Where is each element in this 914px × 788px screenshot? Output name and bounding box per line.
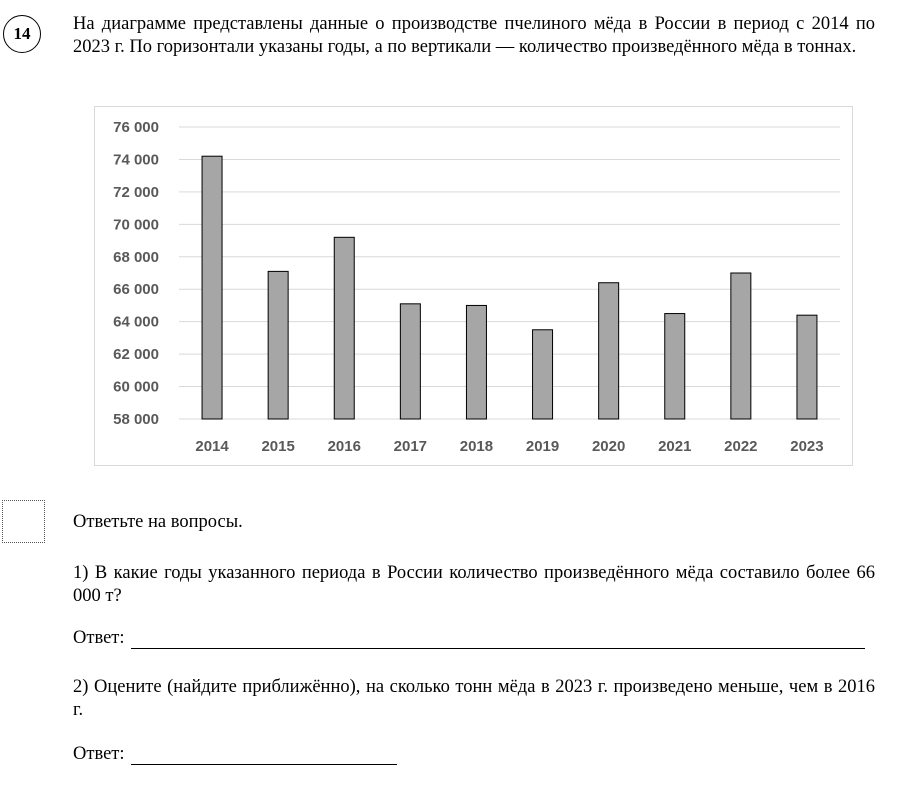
bar-2021 [665, 314, 685, 419]
task-number: 14 [13, 24, 31, 43]
answer-1-label: Ответ: [73, 628, 125, 648]
bar-2014 [202, 156, 222, 419]
question-1: 1) В какие годы указанного периода в России количество произведённого мёда составило более 66 000 т? [73, 563, 875, 606]
x-tick-label: 2018 [459, 438, 494, 455]
y-tick-label: 68 000 [113, 248, 159, 266]
x-tick-label: 2019 [525, 438, 560, 455]
answer-2-row [73, 744, 397, 765]
y-tick-label: 74 000 [113, 151, 159, 169]
bar-2020 [599, 283, 619, 419]
questions-prompt: Ответьте на вопросы. [73, 512, 243, 532]
question-2: 2) Оцените (найдите приближённо), на сколько тонн мёда в 2023 г. произведено меньше, чем в 2016 г. [73, 677, 875, 720]
answer-1-field[interactable] [131, 630, 865, 649]
bar-2023 [797, 315, 817, 419]
x-tick-label: 2022 [724, 438, 758, 455]
y-tick-label: 76 000 [113, 119, 159, 136]
y-tick-label: 72 000 [113, 183, 159, 201]
answer-score-box [2, 500, 45, 543]
bar-2015 [268, 271, 288, 419]
task-number-badge [3, 15, 41, 53]
y-tick-label: 70 000 [113, 216, 159, 234]
x-tick-label: 2021 [658, 438, 692, 455]
bar-2017 [400, 304, 420, 419]
answer-2-field[interactable] [131, 746, 397, 765]
bar-2022 [731, 273, 751, 419]
bar-2019 [533, 330, 553, 419]
x-tick-label: 2017 [393, 438, 428, 455]
task-intro-text: На диаграмме представлены данные о производстве пчелиного мёда в России в период с 2014 по 2023 г. По горизонтали указаны годы, а по вертикали — количество произведённого мёда в тоннах. [73, 14, 875, 57]
bar-chart [94, 106, 853, 466]
x-tick-label: 2020 [591, 438, 626, 455]
bar-2018 [466, 305, 486, 419]
x-tick-label: 2023 [790, 438, 824, 455]
y-tick-label: 58 000 [113, 411, 159, 428]
bar-chart-svg [95, 107, 854, 467]
y-tick-label: 66 000 [113, 281, 159, 299]
answer-1-row [73, 628, 865, 649]
y-tick-label: 64 000 [113, 313, 159, 331]
x-tick-label: 2015 [261, 438, 295, 455]
answer-2-label: Ответ: [73, 744, 125, 764]
bar-2016 [334, 237, 354, 419]
x-tick-label: 2014 [195, 438, 229, 455]
y-tick-label: 62 000 [113, 346, 159, 364]
x-tick-label: 2016 [327, 438, 361, 455]
y-tick-label: 60 000 [113, 378, 159, 396]
